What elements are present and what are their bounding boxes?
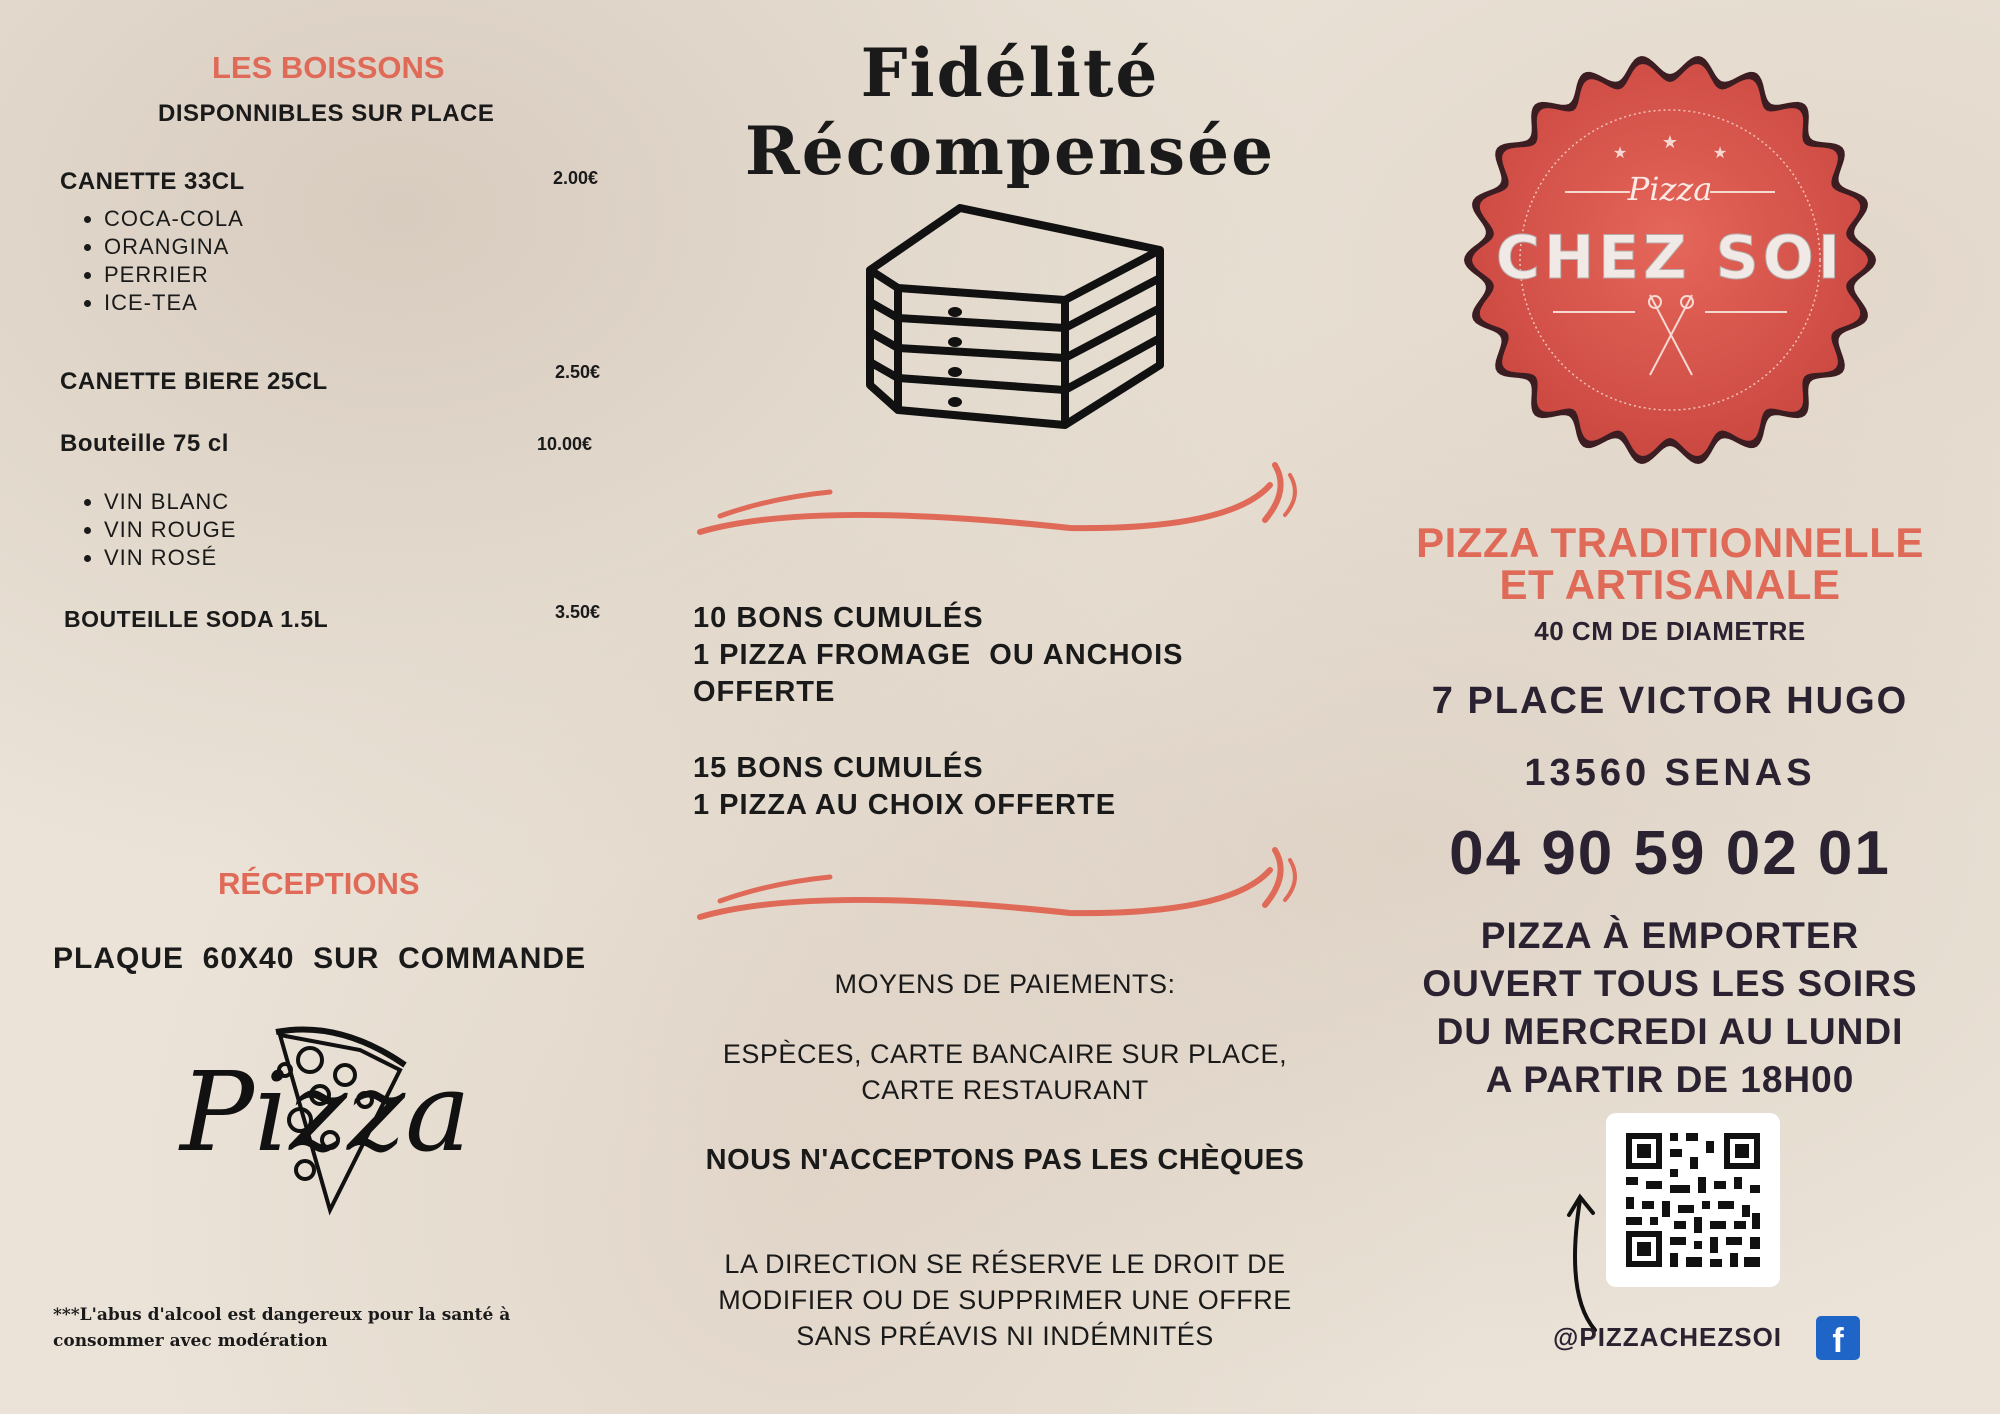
qr-code-icon xyxy=(1606,1113,1780,1287)
list-item: • VIN ROUGE xyxy=(104,516,236,544)
list-item: • PERRIER xyxy=(104,261,244,289)
canette-price: 2.00€ xyxy=(553,168,599,188)
no-cheques: NOUS N'ACCEPTONS PAS LES CHÈQUES xyxy=(705,1144,1305,1176)
soda-price: 3.50€ xyxy=(555,602,601,622)
notice-line: SANS PRÉAVIS NI INDÉMNITÉS xyxy=(796,1321,1214,1351)
biere-name: CANETTE BIERE 25CL xyxy=(60,368,328,395)
offer-line: OFFERTE xyxy=(693,676,836,708)
facebook-icon[interactable]: f xyxy=(1816,1316,1860,1360)
hours-line: A PARTIR DE 18H00 xyxy=(1485,1059,1855,1100)
offer-line: 1 PIZZA AU CHOIX OFFERTE xyxy=(693,789,1117,821)
logo-small-text: Pizza xyxy=(1627,170,1713,208)
canette-name: CANETTE 33CL xyxy=(60,168,245,195)
svg-text:★: ★ xyxy=(1712,145,1728,162)
title-line: Fidélité xyxy=(860,34,1160,112)
disclaimer-line: ***L'abus d'alcool est dangereux pour la santé à xyxy=(53,1305,511,1325)
disclaimer xyxy=(53,1302,510,1354)
list-item: • VIN BLANC xyxy=(104,488,236,516)
logo-name-text: CHEZ SOI xyxy=(1495,223,1845,293)
list-item: • COCA-COLA xyxy=(104,205,244,233)
pizza-size: 40 CM DE DIAMETRE xyxy=(1534,616,1806,646)
headline-line: PIZZA TRADITIONNELLE xyxy=(1416,519,1924,566)
list-item: • VIN ROSÉ xyxy=(104,544,236,572)
svg-text:★: ★ xyxy=(1661,132,1679,152)
city: 13560 SENAS xyxy=(1524,752,1816,794)
offer-1 xyxy=(693,600,1183,711)
payment-methods xyxy=(680,1036,1330,1108)
notice-line: MODIFIER OU DE SUPPRIMER UNE OFFRE xyxy=(718,1285,1292,1315)
opening-hours xyxy=(1370,912,1970,1104)
payment-title: MOYENS DE PAIEMENTS: xyxy=(834,969,1176,999)
payment-line: ESPÈCES, CARTE BANCAIRE SUR PLACE, xyxy=(722,1039,1288,1069)
offer-line: 1 PIZZA FROMAGE OU ANCHOIS xyxy=(693,639,1184,671)
offer-line: 15 BONS CUMULÉS xyxy=(693,752,984,784)
svg-text:★: ★ xyxy=(1612,145,1628,162)
pizza-script-text: Pizza xyxy=(180,1048,471,1176)
offer-2 xyxy=(693,750,1116,824)
pizza-slice-icon xyxy=(180,1010,471,1240)
hours-line: DU MERCREDI AU LUNDI xyxy=(1436,1011,1904,1052)
offer-line: 10 BONS CUMULÉS xyxy=(693,602,984,634)
soda-name: BOUTEILLE SODA 1.5L xyxy=(64,606,329,632)
phone-number[interactable]: 04 90 59 02 01 xyxy=(1449,819,1891,888)
disclaimer-line: consommer avec modération xyxy=(53,1331,328,1351)
list-item: • ICE-TEA xyxy=(104,289,244,317)
swoosh-decoration xyxy=(690,450,1310,550)
hours-line: OUVERT TOUS LES SOIRS xyxy=(1422,963,1918,1004)
loyalty-title xyxy=(680,34,1340,190)
pizza-boxes-icon xyxy=(860,200,1170,440)
drinks-subtitle: DISPONNIBLES SUR PLACE xyxy=(158,100,495,127)
title-line: Récompensée xyxy=(744,112,1276,190)
qr-code[interactable] xyxy=(1606,1113,1780,1287)
bouteille-list xyxy=(60,488,236,572)
notice-line: LA DIRECTION SE RÉSERVE LE DROIT DE xyxy=(724,1249,1286,1279)
notice xyxy=(680,1246,1330,1354)
canette-list xyxy=(60,205,244,317)
bouteille-price: 10.00€ xyxy=(537,434,593,454)
biere-price: 2.50€ xyxy=(555,362,601,382)
swoosh-decoration xyxy=(690,835,1310,935)
headline-line: ET ARTISANALE xyxy=(1499,561,1841,608)
receptions-text: PLAQUE 60X40 SUR COMMANDE xyxy=(53,942,587,975)
headline xyxy=(1370,519,1970,608)
bouteille-name: Bouteille 75 cl xyxy=(60,430,229,457)
chez-soi-logo xyxy=(1455,50,1885,470)
receptions-title: RÉCEPTIONS xyxy=(218,866,420,901)
address: 7 PLACE VICTOR HUGO xyxy=(1431,680,1909,722)
drinks-title: LES BOISSONS xyxy=(212,50,445,85)
payment-line: CARTE RESTAURANT xyxy=(861,1075,1149,1105)
list-item: • ORANGINA xyxy=(104,233,244,261)
social-handle[interactable]: @PIZZACHEZSOI xyxy=(1553,1322,1783,1352)
hours-line: PIZZA À EMPORTER xyxy=(1480,915,1860,956)
